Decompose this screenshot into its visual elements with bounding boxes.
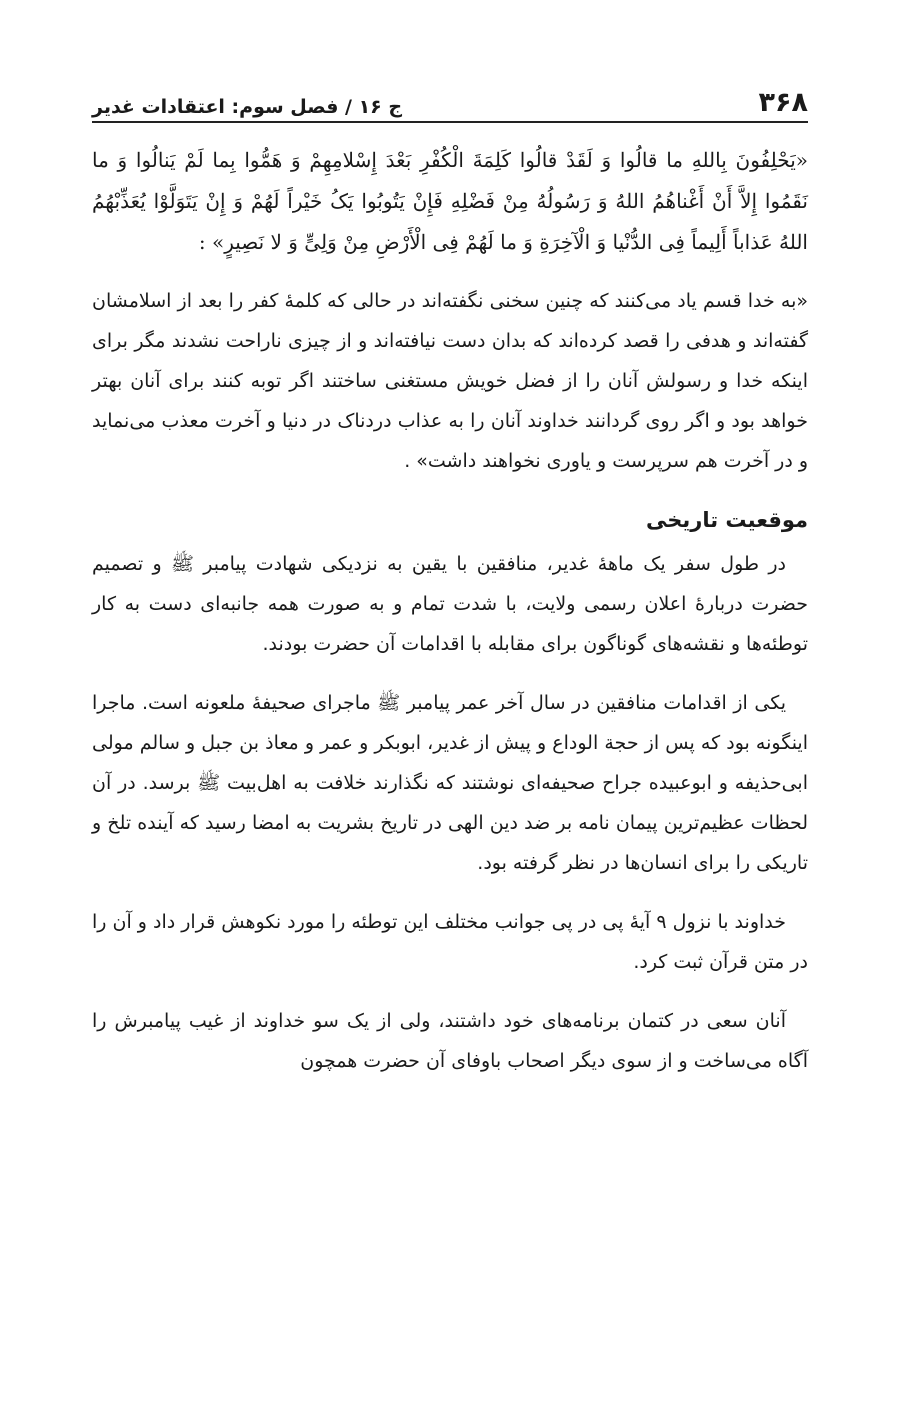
page-body xyxy=(92,140,808,1100)
paragraph: خداوند با نزول ۹ آیهٔ پی در پی جوانب مختلف این توطئه را مورد نکوهش قرار داد و آن را در متن قرآن ثبت کرد. xyxy=(92,911,808,973)
section-heading: موقعیت تاریخی xyxy=(645,508,808,532)
header-divider xyxy=(92,121,808,123)
running-head: ج ۱۶ / فصل سوم: اعتقادات غدیر xyxy=(92,96,403,118)
quran-verse: «یَحْلِفُونَ بِاللهِ ما قالُوا وَ لَقَدْ قالُوا کَلِمَةَ الْکُفْرِ بَعْدَ إِسْلامِهِمْ وَ هَمُّوا بِما لَمْ یَنالُوا وَ ما نَقَمُوا إِلاَّ أَنْ أَغْناهُمُ اللهُ وَ رَسُولُهُ مِنْ فَضْلِهِ فَإِنْ یَتُوبُوا یَکُ خَیْراً لَهُمْ وَ إِنْ یَتَوَلَّوْا یُعَذِّبْهُمُ اللهُ عَذاباً أَلِیماً فِی الدُّنْیا وَ الْآخِرَةِ وَ ما لَهُمْ فِی الْأَرْضِ مِنْ وَلِیٍّ وَ لا نَصِیرٍ» : xyxy=(92,148,808,254)
page-number: ۳۶۸ xyxy=(758,87,808,118)
paragraph: در طول سفر یک ماههٔ غدیر، منافقین با یقین به نزدیکی شهادت پیامبر ﷺ و تصمیم حضرت دربارهٔ اعلان رسمی ولایت، با شدت تمام و به صورت همه جانبه‌ای دست به کار توطئه‌ها و نقشه‌های گوناگون برای مقابله با اقدامات آن حضرت بودند. xyxy=(92,553,808,655)
verse-translation: «به خدا قسم یاد می‌کنند که چنین سخنی نگفته‌اند در حالی که کلمهٔ کفر را بعد از اسلامشان گفته‌اند و هدفی را قصد کرده‌اند که بدان دست نیافته‌اند و از چیزی ناراحت نشدند مگر برای اینکه خدا و رسولش آنان را از فضل خویش مستغنی ساختند اگر توبه کنند برای آنان بهتر خواهد بود و اگر روی گردانند خداوند آنان را به عذاب دردناک در دنیا و آخرت معذب می‌نماید و در آخرت هم سرپرست و یاوری نخواهند داشت» . xyxy=(92,290,808,472)
paragraph: آنان سعی در کتمان برنامه‌های خود داشتند، ولی از یک سو خداوند از غیب پیامبرش را آگاه می‌ساخت و از سوی دیگر اصحاب باوفای آن حضرت همچون xyxy=(92,1010,808,1072)
page-header xyxy=(92,62,808,118)
paragraph: یکی از اقدامات منافقین در سال آخر عمر پیامبر ﷺ ماجرای صحیفهٔ ملعونه است. ماجرا اینگونه بود که پس از حجة الوداع و پیش از غدیر، ابوبکر و عمر و معاذ بن جبل و سالم مولی ابی‌حذیفه و ابوعبیده جراح صحیفه‌ای نوشتند که نگذارند خلافت به اهل‌بیت ﷺ برسد. در آن لحظات عظیم‌ترین پیمان نامه بر ضد دین الهی در تاریخ بشریت به امضا رسید که آینده تلخ و تاریکی را برای انسان‌ها در نظر گرفته بود. xyxy=(92,692,808,874)
